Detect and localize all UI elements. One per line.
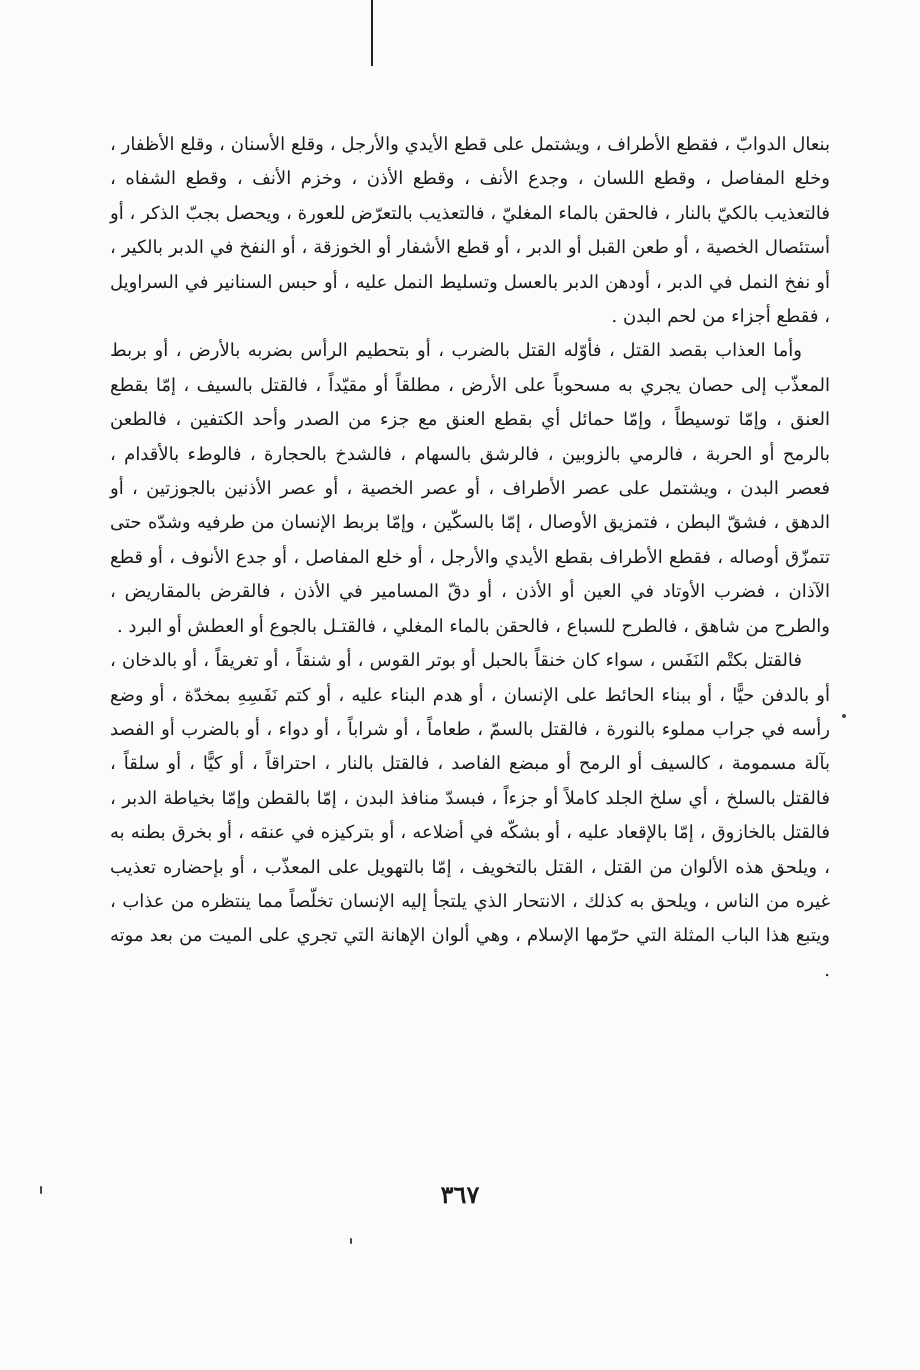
- scan-speck: [842, 714, 846, 718]
- paragraph-1: بنعال الدوابّ ، فقطع الأطراف ، ويشتمل على قطع الأيدي والأرجل ، وقلع الأسنان ، وقلع الأظفار ، وخلع المفاصل ، وقطع اللسان ، وجدع الأنف ، وقطع الأذن ، وخزم الأنف ، وقطع الشفاه ، فالتعذيب بالكيّ بالنار ، فالحقن بالماء المغليّ ، فالتعذيب بالتعرّض للعورة ، ويحصل بجبّ الذكر ، أو أستئصال الخصية ، أو طعن القبل أو الدبر ، أو قطع الأشفار أو الخوزقة ، أو النفخ في الدبر بالكير ، أو نفخ النمل في الدبر ، أودهن الدبر بالعسل وتسليط النمل عليه ، أو حبس السنانير في السراويل ، فقطع أجزاء من لحم البدن .: [110, 134, 830, 328]
- scan-speck: [40, 1186, 42, 1194]
- scan-speck: [350, 1238, 352, 1244]
- paragraph-3: فالقتل بكتْم النَفَس ، سواء كان خنقاً بالحبل أو بوتر القوس ، أو شنقاً ، أو تغريقاً ، أو بالدخان ، أو بالدفن حيًّا ، أو ببناء الحائط على الإنسان ، أو هدم البناء عليه ، أو كتم نَفَسِهِ بمخدّة ، أو وضع رأسه في جراب مملوء بالنورة ، فالقتل بالسمّ ، طعاماً ، أو شراباً ، أو دواء ، أو بالضرب أو الفصد بآلة مسمومة ، كالسيف أو الرمح أو مبضع الفاصد ، فالقتل بالنار ، احتراقاً ، أو كيًّا ، أو سلقاً ، فالقتل بالسلخ ، أي سلخ الجلد كاملاً أو جزءاً ، فبسدّ منافذ البدن ، إمّا بالقطن وإمّا بخياطة الدبر ، فالقتل بالخازوق ، إمّا بالإقعاد عليه ، أو بشكّه في أضلاعه ، أو بتركيزه في عنقه ، أو بخرق بطنه به ، ويلحق هذه الألوان من القتل ، القتل بالتخويف ، إمّا بالتهويل على المعذّب ، أو بإحضاره تعذيب غيره من الناس ، ويلحق به كذلك ، الانتحار الذي يلتجأ إليه الإنسان تخلّصاً مما ينتظره من عذاب ، ويتبع هذا الباب المثلة التي حرّمها الإسلام ، وهي ألوان الإهانة التي تجري على الميت من بعد موته .: [110, 650, 830, 981]
- page-body: [110, 128, 830, 988]
- paragraph-2: وأما العذاب بقصد القتل ، فأوّله القتل بالضرب ، أو بتحطيم الرأس بضربه بالأرض ، أو بربط المعذّب إلى حصان يجري به مسحوباً على الأرض ، مطلقاً أو مقيّداً ، فالقتل بالسيف ، إمّا بقطع العنق ، وإمّا توسيطاً ، وإمّا حمائل أي بقطع العنق مع جزء من الصدر وأحد الكتفين ، فالطعن بالرمح أو الحربة ، فالرمي بالزوبين ، فالرشق بالسهام ، فالشدخ بالحجارة ، فالوطء بالأقدام ، فعصر البدن ، ويشتمل على عصر الأطراف ، أو عصر الخصية ، أو عصر الأذنين بالجوزتين ، أو الدهق ، فشقّ البطن ، فتمزيق الأوصال ، إمّا بالسكّين ، وإمّا بربط الإنسان من طرفيه وشدّه حتى تتمزّق أوصاله ، فقطع الأطراف بقطع الأيدي والأرجل ، أو خلع المفاصل ، أو جدع الأنوف ، أو قطع الآذان ، فضرب الأوتاد في العين أو الأذن ، أو دقّ المسامير في الأذن ، فالقرض بالمقاريض ، والطرح من شاهق ، فالطرح للسباع ، فالحقن بالماء المغلي ، فالقتـل بالجوع أو العطش أو البرد .: [110, 340, 830, 637]
- top-rule-line: [371, 0, 373, 66]
- page-number: ٣٦٧: [440, 1180, 480, 1209]
